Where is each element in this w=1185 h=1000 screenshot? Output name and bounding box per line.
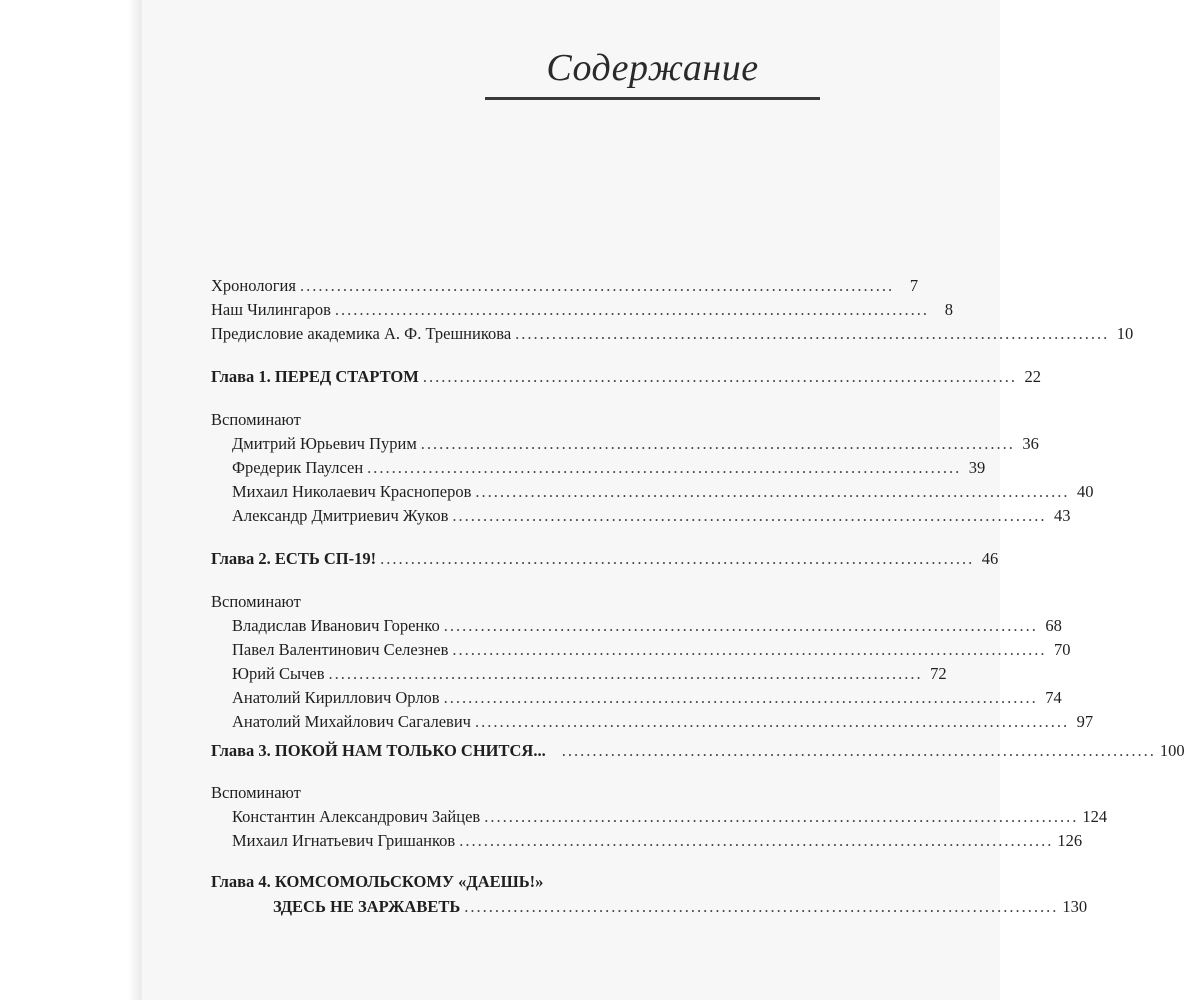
leader-dots: ................................................................................................. [334, 300, 930, 319]
toc-entry[interactable] [0, 456, 1000, 480]
toc-entry-label: Михаил Николаевич Красноперов [232, 482, 472, 501]
toc-entry-label: Хронология [211, 276, 296, 295]
leader-dots: ................................................................................................. [443, 688, 1038, 707]
leader-dots: ................................................................................................. [328, 664, 923, 683]
page-title: Содержание [546, 47, 759, 89]
leader-dots: ................................................................................................. [561, 741, 1156, 760]
toc-chapter-label: ЗДЕСЬ НЕ ЗАРЖАВЕТЬ [273, 897, 461, 916]
toc-chapter-3[interactable] [0, 739, 1185, 763]
leader-dots: ................................................................................................. [452, 640, 1047, 659]
toc-entry[interactable] [0, 686, 1062, 710]
toc-entry-label: Павел Валентинович Селезнев [232, 640, 449, 659]
toc-chapter-4-line1[interactable]: Глава 4. КОМСОМОЛЬСКОМУ «ДАЕШЬ!» [211, 872, 544, 891]
toc-entry[interactable] [0, 829, 1083, 853]
toc-chapter-2[interactable] [0, 547, 1000, 571]
toc-entry[interactable] [0, 638, 1071, 662]
leader-dots: ................................................................................................. [299, 276, 895, 295]
toc-entry[interactable] [0, 614, 1062, 638]
toc-entry-label: Анатолий Кириллович Орлов [232, 688, 440, 707]
toc-entry-label: Константин Александрович Зайцев [232, 807, 481, 826]
toc-entry[interactable] [0, 432, 1039, 456]
toc-entry-label: Владислав Иванович Горенко [232, 616, 440, 635]
toc-entry-page: 72 [930, 664, 947, 683]
toc-entry[interactable] [0, 322, 1134, 346]
toc-entry-page: 7 [909, 276, 919, 295]
title-underline [485, 97, 820, 100]
leader-dots: ................................................................................................. [420, 434, 1015, 453]
toc-entry[interactable] [0, 710, 1094, 734]
leader-dots: ................................................................................................. [459, 831, 1054, 850]
toc-entry-label: Михаил Игнатьевич Гришанков [232, 831, 456, 850]
toc-entry[interactable] [0, 662, 1000, 686]
leader-dots: ................................................................................................. [474, 712, 1070, 731]
toc-entry-page: 36 [1022, 434, 1039, 453]
toc-entry-page: 8 [944, 300, 954, 319]
leader-dots: ................................................................................................. [484, 807, 1079, 826]
toc-entry-label: Дмитрий Юрьевич Пурим [232, 434, 417, 453]
memoirs-heading: Вспоминают [211, 783, 301, 802]
toc-entry-label: Фредерик Паулсен [232, 458, 364, 477]
toc-entry-label: Предисловие академика А. Ф. Трешникова [211, 324, 512, 343]
toc-entry-label: Юрий Сычев [232, 664, 325, 683]
toc-entry-page: 74 [1045, 688, 1062, 707]
toc-entry-page: 70 [1054, 640, 1071, 659]
leader-dots: ................................................................................................. [464, 897, 1059, 916]
leader-dots: ................................................................................................. [475, 482, 1070, 501]
toc-entry-page: 124 [1082, 807, 1108, 826]
toc-entry-page: 43 [1054, 506, 1071, 525]
toc-chapter-page: 46 [981, 549, 999, 568]
leader-dots: ................................................................................................. [422, 367, 1017, 386]
toc-entry[interactable] [0, 504, 1071, 528]
memoirs-heading: Вспоминают [211, 592, 301, 611]
leader-dots: ................................................................................................. [452, 506, 1047, 525]
toc-chapter-1[interactable] [0, 365, 1041, 389]
toc-entry[interactable] [0, 274, 1000, 298]
toc-entry-page: 97 [1076, 712, 1094, 731]
toc-entry-label: Анатолий Михайлович Сагалевич [232, 712, 471, 731]
toc-entry[interactable] [0, 805, 1108, 829]
memoirs-heading: Вспоминают [211, 410, 301, 429]
leader-dots: ................................................................................................. [380, 549, 975, 568]
toc-chapter-label: Глава 2. ЕСТЬ СП-19! [211, 549, 377, 568]
toc-entry-page: 126 [1057, 831, 1083, 850]
toc-chapter-label: Глава 1. ПЕРЕД СТАРТОМ [211, 367, 419, 386]
toc-entry-page: 68 [1045, 616, 1062, 635]
toc-entry-label: Наш Чилингаров [211, 300, 331, 319]
toc-entry-page: 39 [968, 458, 986, 477]
leader-dots: ................................................................................................. [443, 616, 1038, 635]
toc-chapter-label: Глава 3. ПОКОЙ НАМ ТОЛЬКО СНИТСЯ... [211, 741, 546, 760]
toc-entry-page: 10 [1116, 324, 1134, 343]
toc-entry-page: 40 [1076, 482, 1094, 501]
leader-dots: ................................................................................................. [367, 458, 962, 477]
toc-entry-label: Александр Дмитриевич Жуков [232, 506, 449, 525]
toc-entry[interactable] [0, 480, 1094, 504]
leader-dots: ................................................................................................. [515, 324, 1110, 343]
toc-chapter-page: 100 [1159, 741, 1185, 760]
toc-chapter-4[interactable] [0, 895, 1088, 919]
toc-chapter-page: 130 [1062, 897, 1088, 916]
toc-chapter-page: 22 [1024, 367, 1041, 386]
toc-entry[interactable] [0, 298, 1000, 322]
